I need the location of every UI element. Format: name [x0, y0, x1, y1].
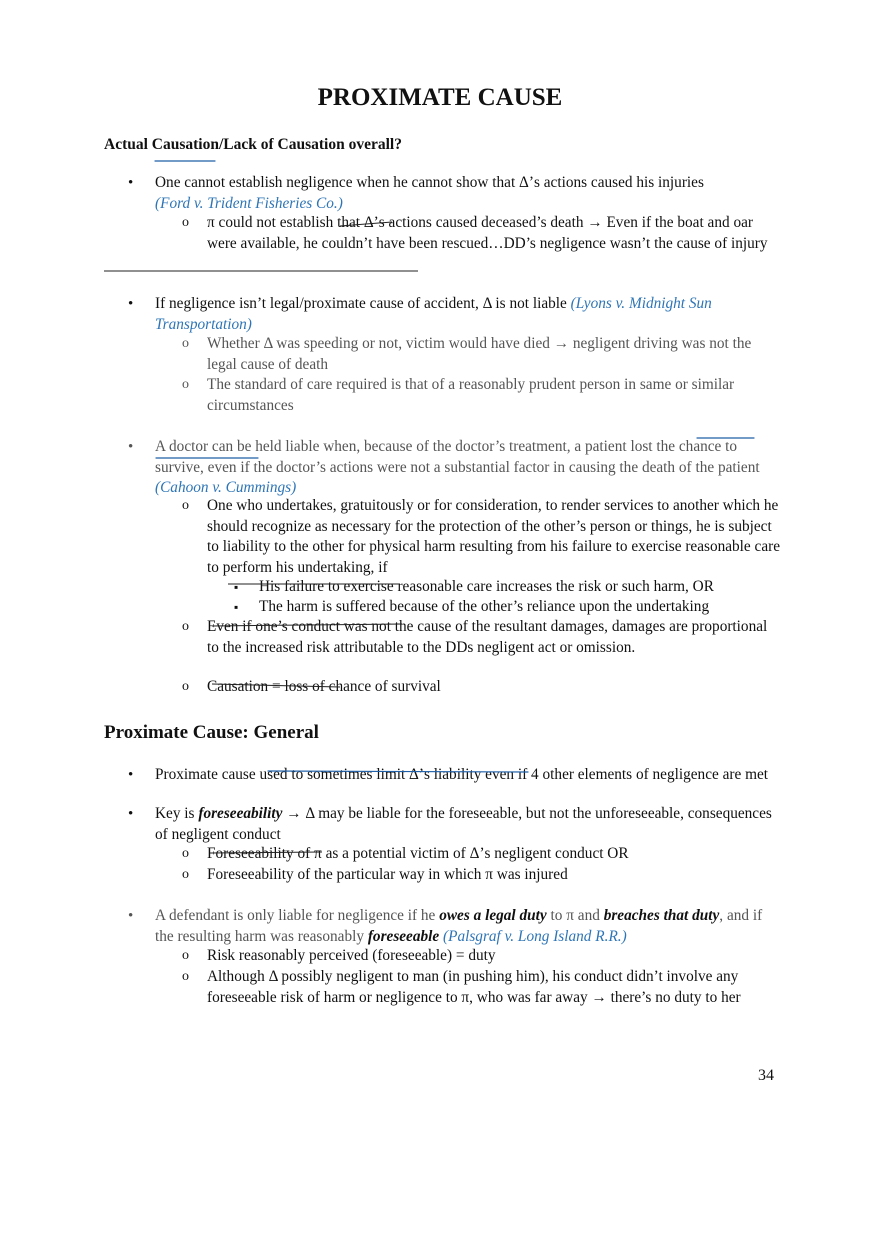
sub-sub-bullet-cahoon-2: ▪ The harm is suffered because of the other’s reliance upon the undertaking	[259, 597, 784, 618]
sub-bullet-palsgraf-1: o Risk reasonably perceived (foreseeable) = duty	[207, 946, 782, 967]
arrow-icon: →	[286, 805, 302, 822]
sub-bullet-foreseeability-2: o Foreseeability of the particular way in which π was injured	[207, 865, 782, 886]
sub-bullet-text: π could not establish that Δ’s actions caused deceased’s death	[207, 214, 584, 231]
sub-bullet-lyons-1	[207, 334, 782, 375]
case-citation-lyons: (Lyons v. Midnight Sun Transportation)	[155, 295, 712, 333]
sub-bullet-cahoon-2: o Even if one’s conduct was not the cause of the resultant damages, damages are proportional to the increased risk attributable to the DDs negligent act or omission.	[207, 617, 782, 658]
bullet-text: A doctor can be held liable when, because of the doctor’s treatment, a patient lost the chance to survive, even if the doctor’s actions were not a substantial factor in causing the death of the patient	[155, 438, 760, 476]
sub-bullet-foreseeability-1: o Foreseeability of π as a potential victim of Δ’s negligent conduct OR	[207, 844, 782, 865]
case-citation-ford: (Ford v. Trident Fisheries Co.)	[155, 194, 343, 212]
sub-bullet-text: there’s no duty to her	[610, 988, 741, 1006]
sub-bullet-cahoon-3: o Causation = loss of chance of survival	[207, 677, 782, 698]
bold-term: breaches that duty	[603, 907, 720, 924]
arrow-icon: →	[587, 214, 603, 231]
sub-bullet-text: Whether Δ was speeding or not, victim would have died	[207, 335, 550, 352]
section-heading-actual-causation: Actual Causation/Lack of Causation overall?	[104, 136, 402, 153]
sub-bullet-cahoon-1: o One who undertakes, gratuitously or for consideration, to render services to another which he should recognize as necessary for the protection of the other’s person or things, he is subject to liability to the other for physical harm resulting from his failure to exercise reasonable care to perform his undertaking, if	[207, 496, 782, 578]
sub-bullet-ford-1	[207, 213, 782, 254]
sub-bullet-text: Although Δ possibly negligent to man (in pushing him), his conduct didn’t involve any foreseeable risk of harm or negligence to π, who was far away	[207, 968, 739, 1006]
bullet-foreseeability	[155, 804, 780, 845]
bold-term: foreseeable	[367, 927, 440, 945]
sub-sub-bullet-cahoon-1: ▪ His failure to exercise reasonable care increases the risk or such harm, OR	[259, 577, 784, 598]
page-number: 34	[758, 1067, 774, 1084]
page-title: PROXIMATE CAUSE	[317, 84, 563, 111]
bullet-text: to π and	[550, 907, 600, 924]
case-citation-cahoon: (Cahoon v. Cummings)	[155, 479, 297, 496]
bullet-proximate-limit: • Proximate cause used to sometimes limit Δ’s liability even if 4 other elements of negligence are met	[155, 765, 780, 786]
sub-bullet-text: negligent driving was not the legal cause of death	[207, 335, 752, 373]
bold-term: owes a legal duty	[439, 907, 547, 924]
bullet-text: Δ may be liable for the foreseeable, but not the unforeseeable, consequences of negligent conduct	[155, 805, 772, 843]
arrow-icon: →	[591, 988, 607, 1006]
arrow-icon: →	[553, 335, 570, 352]
bullet-text: One cannot establish negligence when he cannot show that Δ’s actions caused his injuries	[155, 174, 704, 191]
sub-bullet-text: Even if the boat and oar were available, he couldn’t have been rescued…DD’s negligence wasn’t the cause of injury	[207, 214, 768, 252]
bullet-lyons	[155, 294, 780, 335]
bullet-ford	[155, 173, 780, 214]
sub-bullet-lyons-2: o The standard of care required is that of a reasonably prudent person in same or similar circumstances	[207, 375, 782, 416]
bullet-cahoon	[155, 437, 780, 499]
bullet-text: A defendant is only liable for negligence if he	[155, 907, 436, 924]
case-citation-palsgraf: (Palsgraf v. Long Island R.R.)	[443, 927, 627, 945]
bullet-text: If negligence isn’t legal/proximate cause of accident, Δ is not liable	[155, 295, 567, 312]
bullet-text: , and if the resulting harm was reasonably	[155, 907, 763, 945]
bullet-text: Key is	[155, 805, 195, 822]
bold-term: foreseeability	[198, 805, 283, 822]
bullet-palsgraf	[155, 906, 780, 947]
sub-bullet-palsgraf-2	[207, 967, 782, 1008]
section-heading-proximate-general: Proximate Cause: General	[104, 722, 319, 743]
